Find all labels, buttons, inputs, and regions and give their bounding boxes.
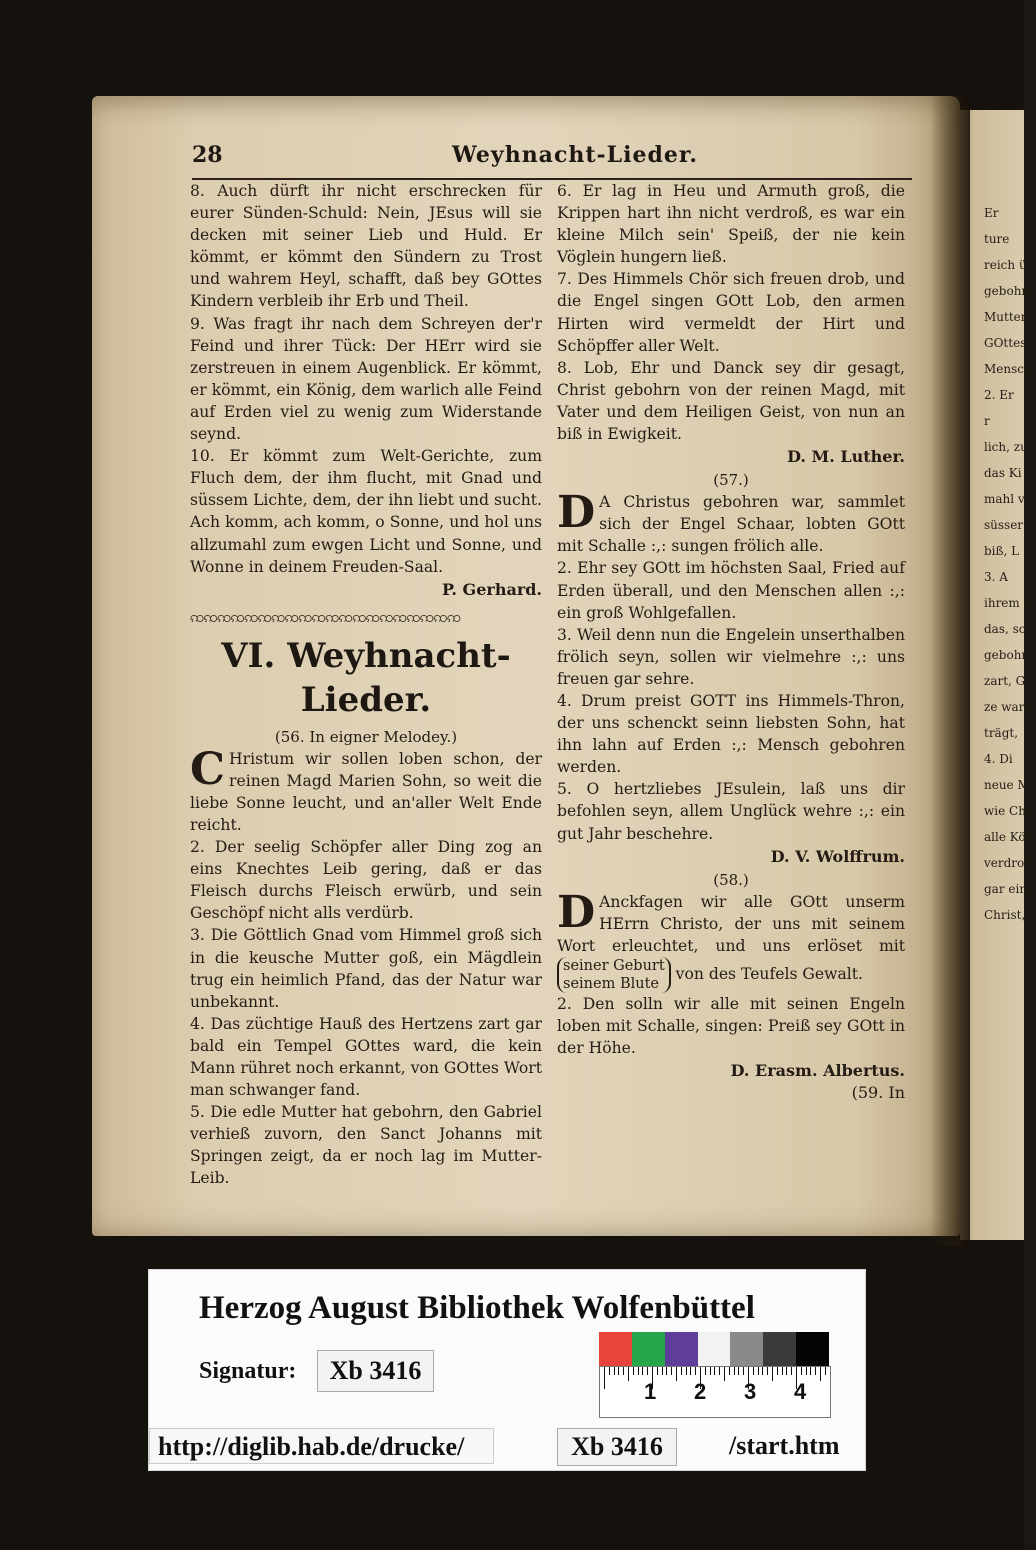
verse-paragraph: 2. Ehr sey GOtt im höchsten Saal, Fried auf Erden überall, und den Menschen allen :,: ein groß Wohlgefallen. bbox=[557, 559, 905, 622]
verse-paragraph: 4. Drum preist GOTT ins Himmels-Thron, der uns schenckt seinn liebsten Sohn, hat ihn lahn auf Erden :,: Mensch gebohren werden. bbox=[557, 691, 905, 777]
ruler-tick bbox=[647, 1367, 648, 1375]
neighbor-fragment-line: ihrem Fl bbox=[984, 596, 1036, 610]
author-signature: D. V. Wolffrum. bbox=[770, 846, 905, 866]
ruler-tick bbox=[791, 1367, 792, 1375]
ruler-tick bbox=[772, 1367, 773, 1381]
ruler-tick bbox=[690, 1367, 691, 1375]
ruler-tick bbox=[806, 1367, 807, 1375]
ruler-tick bbox=[801, 1367, 802, 1375]
book-gutter bbox=[930, 96, 970, 1246]
ruler-tick bbox=[738, 1367, 739, 1375]
color-swatch bbox=[730, 1332, 763, 1366]
ruler-tick bbox=[719, 1367, 720, 1375]
neighbor-fragment-line: wie Chr bbox=[984, 804, 1032, 818]
ruler-tick bbox=[695, 1367, 696, 1375]
ruler-tick bbox=[638, 1367, 639, 1375]
verse-paragraph: 8. Auch dürft ihr nicht erschrecken für eurer Sünden-Schuld: Nein, JEsus will sie decken mit seiner Lieb und Huld. Er kömmt, er kömmt den Sündern zu Trost und wahrem Heyl, schafft, daß bey GOttes Kindern verbleib ihr Erb und Theil. bbox=[190, 182, 542, 311]
verse-paragraph: 4. Das züchtige Hauß des Hertzens zart gar bald ein Tempel GOttes ward, die kein Mann rühret noch erkannt, von GOttes Wort man schwanger fand. bbox=[190, 1014, 542, 1100]
ruler-tick bbox=[777, 1367, 778, 1375]
ruler-tick bbox=[743, 1367, 744, 1375]
page-number: 28 bbox=[192, 142, 223, 168]
neighbor-fragment-line: Christ, bbox=[984, 908, 1026, 922]
neighbor-fragment-line: süsser bbox=[984, 518, 1024, 532]
url-suffix[interactable]: /start.htm bbox=[729, 1431, 840, 1460]
left-column bbox=[190, 180, 542, 1190]
neighbor-fragment-line: mahl v bbox=[984, 492, 1025, 506]
ruler-tick bbox=[662, 1367, 663, 1375]
verse-text: von des Teufels Gewalt. bbox=[675, 964, 863, 983]
verse-paragraph: 5. O hertzliebes JEsulein, laß uns dir befohlen seyn, allem Unglück wehre :,: ein gut Jahr beschehre. bbox=[557, 780, 905, 843]
verse-text: Anckfagen wir alle GOtt unserm HErrn Christo, der uns mit seinem Wort erleuchtet, und uns erlöset mit bbox=[557, 892, 905, 955]
ruler-tick bbox=[657, 1367, 658, 1375]
ruler-tick bbox=[825, 1367, 826, 1375]
verse-paragraph bbox=[557, 886, 905, 993]
neighbor-fragment-line: Mensch bbox=[984, 362, 1032, 376]
neighbor-fragment-line: reich üb bbox=[984, 258, 1035, 272]
ruler-number: 1 bbox=[644, 1379, 657, 1404]
ruler-tick bbox=[666, 1367, 667, 1375]
drop-cap: D bbox=[557, 487, 596, 539]
running-title: Weyhnacht-Lieder. bbox=[452, 142, 699, 168]
brace-line: seiner Geburt bbox=[563, 957, 665, 974]
neighbor-fragment-line: r bbox=[984, 414, 990, 428]
ruler-tick bbox=[710, 1367, 711, 1375]
hymn-number: (57.) bbox=[713, 471, 749, 490]
neighbor-fragment-line: gar eine bbox=[984, 882, 1035, 896]
neighbor-page-fragments bbox=[984, 200, 1036, 928]
verse-paragraph: 3. Die Göttlich Gnad vom Himmel groß sich in die keusche Mutter goß, ein Mägdlein trug ein heimlich Pfand, das der Natur war unbekannt. bbox=[190, 926, 542, 1011]
ruler-tick bbox=[767, 1367, 768, 1375]
author-signature: D. M. Luther. bbox=[787, 447, 905, 467]
ruler-number: 2 bbox=[694, 1379, 707, 1404]
verse-text: A Christus gebohren war, sammlet sich der Engel Schaar, lobten GOtt mit Schalle :,: sungen frölich alle. bbox=[557, 493, 905, 556]
ruler-tick bbox=[671, 1367, 672, 1375]
ruler-tick bbox=[724, 1367, 725, 1381]
ruler-number: 4 bbox=[794, 1379, 807, 1404]
verse-paragraph: 7. Des Himmels Chör sich freuen drob, und die Engel singen GOtt Lob, den armen Hirten wird vermeldt der Hirt und Schöpffer aller Welt. bbox=[557, 270, 905, 355]
ruler-tick bbox=[705, 1367, 706, 1375]
color-swatch bbox=[763, 1332, 796, 1366]
scale-ruler bbox=[599, 1366, 831, 1418]
color-swatch bbox=[698, 1332, 731, 1366]
ruler-tick bbox=[786, 1367, 787, 1375]
neighbor-fragment-line: 3. A bbox=[984, 570, 1008, 584]
neighbor-fragment-line: gebohrn bbox=[984, 648, 1035, 662]
ruler-tick bbox=[762, 1367, 763, 1375]
ruler-tick bbox=[623, 1367, 624, 1375]
neighbor-fragment-line: ture bbox=[984, 232, 1010, 246]
neighbor-fragment-line: gebohrn bbox=[984, 284, 1035, 298]
ruler-number: 3 bbox=[744, 1379, 757, 1404]
catchword: (59. In bbox=[851, 1083, 905, 1103]
drop-cap: D bbox=[557, 886, 596, 938]
author-signature: D. Erasm. Albertus. bbox=[730, 1061, 905, 1081]
neighbor-fragment-line: das, so bbox=[984, 622, 1027, 636]
section-title: VI. Weyhnacht-Lieder. bbox=[221, 635, 511, 720]
neighbor-fragment-line: das Ki bbox=[984, 466, 1022, 480]
verse-paragraph: 8. Lob, Ehr und Danck sey dir gesagt, Christ gebohrn von der reinen Magd, mit Vater und dem Heiligen Geist, von nun an biß in Ewigkeit. bbox=[557, 358, 905, 444]
url-prefix[interactable]: http://diglib.hab.de/drucke/ bbox=[149, 1428, 494, 1464]
ruler-tick bbox=[618, 1367, 619, 1375]
color-swatch bbox=[632, 1332, 665, 1366]
ruler-tick bbox=[609, 1367, 610, 1375]
author-signature: P. Gerhard. bbox=[442, 579, 542, 599]
neighbor-fragment-line: lich, zu bbox=[984, 440, 1028, 454]
ruler-tick bbox=[734, 1367, 735, 1375]
library-label-card bbox=[148, 1269, 866, 1471]
library-name: Herzog August Bibliothek Wolfenbüttel bbox=[199, 1290, 755, 1326]
right-column bbox=[557, 180, 905, 1102]
ruler-tick bbox=[810, 1367, 811, 1375]
ruler-tick bbox=[758, 1367, 759, 1375]
ruler-tick bbox=[815, 1367, 816, 1375]
ruler-tick bbox=[681, 1367, 682, 1375]
ruler-tick bbox=[604, 1367, 605, 1389]
ruler-tick bbox=[686, 1367, 687, 1375]
drop-cap: C bbox=[190, 743, 226, 795]
verse-paragraph: 2. Den solln wir alle mit seinen Engeln loben mit Schalle, singen: Preiß sey GOtt in der Höhe. bbox=[557, 994, 905, 1058]
neighbor-fragment-line: Er bbox=[984, 206, 999, 220]
neighbor-fragment-line: ze ward bbox=[984, 700, 1033, 714]
ruler-tick bbox=[628, 1367, 629, 1381]
verse-paragraph: 3. Weil denn nun die Engelein unserthalben frölich seyn, sollen wir vielmehre :,: uns freuen gar sehre. bbox=[557, 625, 905, 688]
verse-paragraph: 2. Der seelig Schöpfer aller Ding zog an eins Knechtes Leib gering, daß er das Fleisch durchs Fleisch erwürb, und sein Geschöpf nicht alls verdürb. bbox=[190, 838, 542, 923]
color-swatch bbox=[796, 1332, 829, 1366]
verse-paragraph: 5. Die edle Mutter hat gebohrn, den Gabriel verhieß zuvorn, den Sanct Johanns mit Springen zeigt, da er noch lag im Mutter-Leib. bbox=[190, 1103, 542, 1188]
hymn-number: (58.) bbox=[713, 870, 749, 889]
verse-paragraph: 6. Er lag in Heu und Armuth groß, die Krippen hart ihn nicht verdroß, es war ein kleine Milch sein' Speiß, der nie kein Vöglein hungern ließ. bbox=[557, 182, 905, 267]
neighbor-fragment-line: zart, G bbox=[984, 674, 1026, 688]
neighbor-fragment-line: Mutter bbox=[984, 310, 1027, 324]
neighbor-fragment-line: 4. Di bbox=[984, 752, 1013, 766]
neighbor-fragment-line: neue M bbox=[984, 778, 1030, 792]
signatur-value: Xb 3416 bbox=[317, 1350, 434, 1392]
ruler-tick bbox=[714, 1367, 715, 1375]
verse-paragraph bbox=[190, 743, 542, 836]
verse-paragraph bbox=[557, 487, 905, 557]
url-signature[interactable]: Xb 3416 bbox=[557, 1428, 677, 1466]
neighbor-fragment-line: alle Kön bbox=[984, 830, 1034, 844]
signatur-label: Signatur: bbox=[199, 1358, 297, 1384]
ornament-divider: ꩡꩡꩡꩡꩡꩡꩡꩡꩡꩡꩡꩡꩡꩡꩡꩡꩡꩡꩡꩡ bbox=[190, 607, 461, 626]
brace-line: seinem Blute bbox=[563, 975, 659, 992]
page-header bbox=[192, 142, 912, 180]
brace-group bbox=[557, 957, 671, 993]
ruler-tick bbox=[820, 1367, 821, 1381]
color-calibration-strip bbox=[599, 1332, 829, 1366]
neighbor-fragment-line: 2. Er bbox=[984, 388, 1014, 402]
color-swatch bbox=[599, 1332, 632, 1366]
neighbor-fragment-line: trägt, bbox=[984, 726, 1019, 740]
color-swatch bbox=[665, 1332, 698, 1366]
hymn-number: (56. In eigner Melodey.) bbox=[274, 727, 458, 746]
verse-paragraph: 10. Er kömmt zum Welt-Gerichte, zum Fluch dem, der ihm flucht, mit Gnad und süssem Lichte, dem, der ihn liebt und sucht. Ach komm, ach komm, o Sonne, und hol uns allzumahl zum ewgen Licht und Sonne, und Wonne in deinem Freuden-Saal. bbox=[190, 447, 542, 576]
verse-paragraph: 9. Was fragt ihr nach dem Schreyen der'r Feind und ihrer Tück: Der HErr wird sie zerstreuen in einem Augenblick. Er kömmt, er kömmt, ein König, dem warlich alle Feind auf Erden viel zu wenig zum Widerstande seynd. bbox=[190, 314, 542, 444]
neighbor-fragment-line: biß, L bbox=[984, 544, 1020, 558]
ruler-tick bbox=[614, 1367, 615, 1375]
ruler-tick bbox=[753, 1367, 754, 1375]
ruler-tick bbox=[642, 1367, 643, 1375]
neighbor-fragment-line: verdroß, bbox=[984, 856, 1036, 870]
neighbor-fragment-line: GOttes bbox=[984, 336, 1027, 350]
ruler-tick bbox=[676, 1367, 677, 1381]
ruler-tick bbox=[782, 1367, 783, 1375]
ruler-tick bbox=[633, 1367, 634, 1375]
ruler-tick bbox=[729, 1367, 730, 1375]
verse-text: Hristum wir sollen loben schon, der reinen Magd Marien Sohn, so weit die liebe Sonne leucht, und an'aller Welt Ende reicht. bbox=[190, 749, 542, 834]
